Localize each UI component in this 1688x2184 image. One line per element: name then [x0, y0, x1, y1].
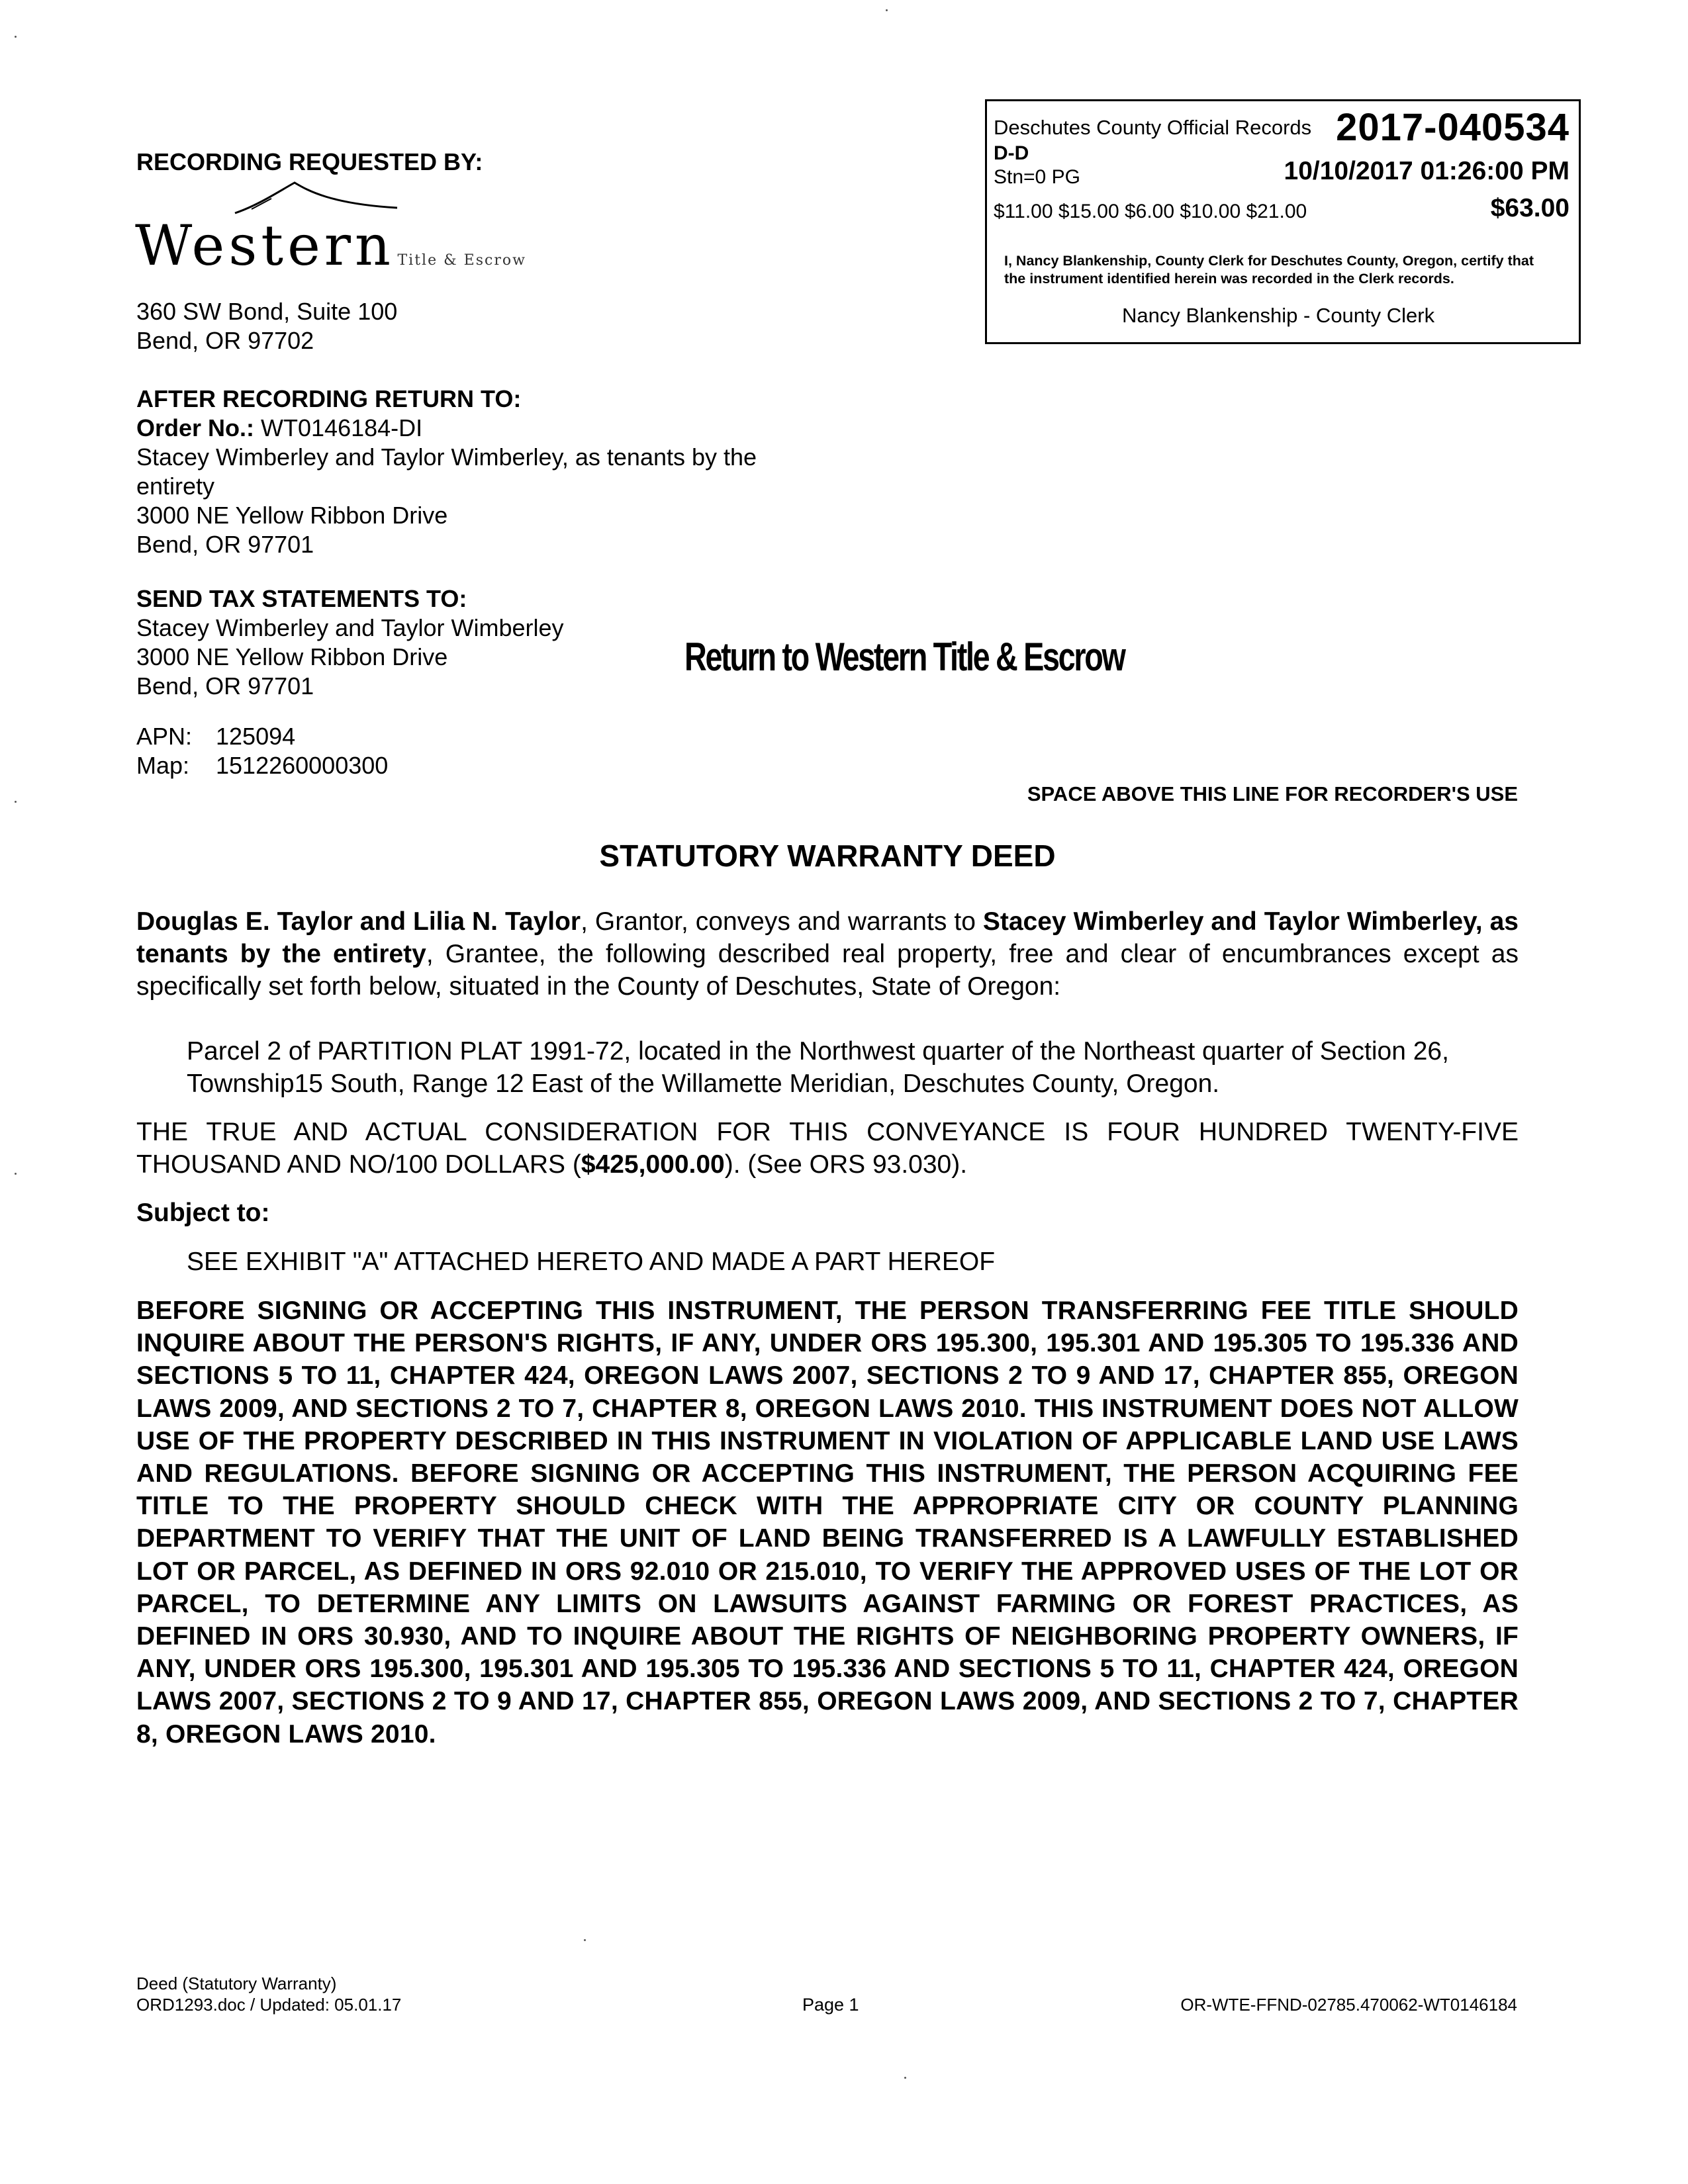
- record-number: 2017-040534: [1336, 106, 1570, 149]
- return-to-stamp: Return to Western Title & Escrow: [684, 635, 1125, 679]
- consideration-amount: $425,000.00: [581, 1150, 725, 1179]
- recording-requested-label: RECORDING REQUESTED BY:: [136, 148, 483, 175]
- footer-form-file: ORD1293.doc / Updated: 05.01.17: [136, 1995, 402, 2015]
- order-number-line: [136, 413, 422, 443]
- conveyance-end: , Grantee, the following described real property, free and clear of encumbrances except as specifically set forth below, situated in the County of Deschutes, State of Oregon:: [136, 940, 1519, 1001]
- document-title: STATUTORY WARRANTY DEED: [599, 839, 1056, 873]
- recorder-space-note: SPACE ABOVE THIS LINE FOR RECORDER'S USE: [1027, 782, 1518, 805]
- legal-description: Parcel 2 of PARTITION PLAT 1991-72, located in the Northwest quarter of the Northeast quarter of Section 26, Township15 South, Range 12 East of the Willamette Meridian, Deschutes County, Oregon.: [187, 1037, 1449, 1098]
- tax-address-line1: 3000 NE Yellow Ribbon Drive: [136, 643, 448, 670]
- return-name-line1: Stacey Wimberley and Taylor Wimberley, as tenants by the: [136, 443, 757, 471]
- recorder-stamp-box: [985, 99, 1581, 344]
- footer-page-number: Page 1: [802, 1995, 859, 2015]
- land-use-warning: BEFORE SIGNING OR ACCEPTING THIS INSTRUMENT, THE PERSON TRANSFERRING FEE TITLE SHOULD INQUIRE ABOUT THE PERSON'S RIGHTS, IF ANY, UNDER ORS 195.300, 195.301 AND 195.305 TO 195.336 AND SECTIONS 5 TO 11, CHAPTER 424, OREGON LAWS 2007, SECTIONS 2 TO 9 AND 17, CHAPTER 855, OREGON LAWS 2009, AND SECTIONS 2 TO 7, CHAPTER 8, OREGON LAWS 2010. THIS INSTRUMENT DOES NOT ALLOW USE OF THE PROPERTY DESCRIBED IN THIS INSTRUMENT IN VIOLATION OF APPLICABLE LAND USE LAWS AND REGULATIONS. BEFORE SIGNING OR ACCEPTING THIS INSTRUMENT, THE PERSON ACQUIRING FEE TITLE TO THE PROPERTY SHOULD CHECK WITH THE APPROPRIATE CITY OR COUNTY PLANNING DEPARTMENT TO VERIFY THAT THE UNIT OF LAND BEING TRANSFERRED IS A LAWFULLY ESTABLISHED LOT OR PARCEL, AS DEFINED IN ORS 92.010 OR 215.010, TO VERIFY THE APPROVED USES OF THE LOT OR PARCEL, TO DETERMINE ANY LIMITS ON LAWSUITS AGAINST FARMING OR FOREST PRACTICES, AS DEFINED IN ORS 30.930, AND TO INQUIRE ABOUT THE RIGHTS OF NEIGHBORING PROPERTY OWNERS, IF ANY, UNDER ORS 195.300, 195.301 AND 195.305 TO 195.336 AND SECTIONS 5 TO 11, CHAPTER 424, OREGON LAWS 2007, SECTIONS 2 TO 9 AND 17, CHAPTER 855, OREGON LAWS 2009, AND SECTIONS 2 TO 7, CHAPTER 8, OREGON LAWS 2010.: [136, 1297, 1519, 1749]
- consideration-paragraph: [136, 1116, 1519, 1181]
- return-name-line2: entirety: [136, 473, 215, 500]
- scan-speck: [15, 801, 17, 803]
- footer-reference: OR-WTE-FFND-02785.470062-WT0146184: [1180, 1995, 1517, 2015]
- tax-statements-label: SEND TAX STATEMENTS TO:: [136, 585, 467, 612]
- recording-fees: $11.00 $15.00 $6.00 $10.00 $21.00: [994, 201, 1307, 222]
- order-number-label: Order No.:: [136, 414, 255, 441]
- scan-speck: [904, 2077, 906, 2079]
- apn-value: 125094: [216, 723, 296, 750]
- consideration-start: THE TRUE AND ACTUAL CONSIDERATION FOR THIS CONVEYANCE IS FOUR HUNDRED TWENTY-FIVE THOUSAND AND NO/100 DOLLARS (: [136, 1118, 1519, 1179]
- footer-form-name: Deed (Statutory Warranty): [136, 1974, 337, 1993]
- requester-address-line1: 360 SW Bond, Suite 100: [136, 298, 398, 325]
- company-logo: [135, 213, 526, 278]
- clerk-signature: Nancy Blankenship - County Clerk: [1122, 304, 1435, 327]
- scan-speck: [15, 36, 17, 38]
- recorder-office: Deschutes County Official Records: [994, 116, 1312, 139]
- conveyance-mid: , Grantor, conveys and warrants to: [581, 907, 983, 936]
- scan-speck: [15, 1173, 17, 1175]
- station-code: Stn=0 PG: [994, 166, 1080, 188]
- document-type: D-D: [994, 142, 1029, 164]
- tax-name: Stacey Wimberley and Taylor Wimberley: [136, 614, 564, 641]
- order-number: WT0146184-DI: [261, 414, 423, 441]
- recorded-datetime: 10/10/2017 01:26:00 PM: [1284, 157, 1570, 185]
- conveyance-paragraph: [136, 905, 1519, 1003]
- return-address-line2: Bend, OR 97701: [136, 531, 314, 558]
- recording-total: $63.00: [1490, 194, 1570, 222]
- company-logo-word: Western: [135, 213, 395, 278]
- company-logo-subtitle: Title & Escrow: [397, 252, 526, 269]
- tax-address-line2: Bend, OR 97701: [136, 672, 314, 700]
- apn-label: APN:: [136, 723, 193, 750]
- map-label: Map:: [136, 752, 190, 779]
- grantor-names: Douglas E. Taylor and Lilia N. Taylor: [136, 907, 581, 936]
- return-address-line1: 3000 NE Yellow Ribbon Drive: [136, 502, 448, 529]
- requester-address-line2: Bend, OR 97702: [136, 327, 314, 354]
- grantee-names: Stacey Wimberley and Taylor Wimberley, as tenants by the entirety: [136, 907, 1519, 968]
- after-recording-label: AFTER RECORDING RETURN TO:: [136, 385, 522, 412]
- map-value: 1512260000300: [216, 752, 389, 779]
- consideration-end: ). (See ORS 93.030).: [724, 1150, 968, 1179]
- scan-speck: [584, 1939, 586, 1941]
- map-line: [136, 751, 388, 781]
- clerk-certification: I, Nancy Blankenship, County Clerk for Deschutes County, Oregon, certify that the instrument identified herein was recorded in the Clerk records.: [1004, 253, 1534, 287]
- apn-line: [136, 721, 295, 752]
- exhibit-reference: SEE EXHIBIT "A" ATTACHED HERETO AND MADE A PART HEREOF: [187, 1248, 996, 1276]
- subject-to-label: Subject to:: [136, 1199, 270, 1227]
- scan-speck: [886, 9, 888, 11]
- company-logo-swoosh-icon: [232, 179, 404, 218]
